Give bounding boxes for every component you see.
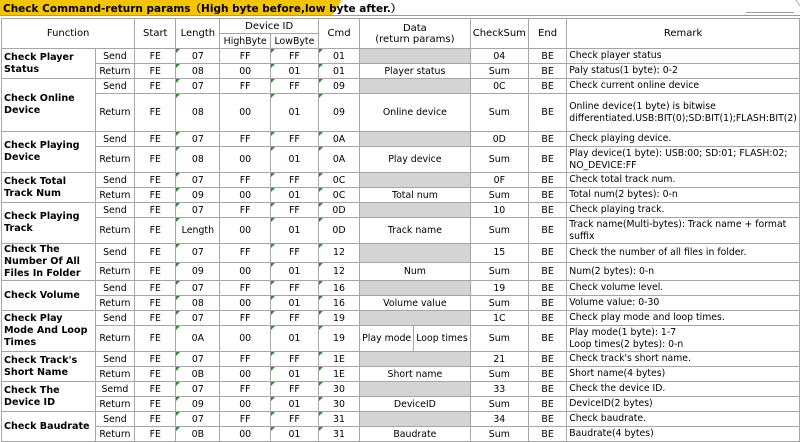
direction-cell: Send (95, 281, 135, 296)
checksum-cell: 04 (470, 49, 528, 64)
start-cell: FE (135, 188, 176, 203)
data-cell-empty (360, 173, 471, 188)
lowbyte-cell: FF (270, 311, 318, 326)
end-cell: BE (528, 94, 566, 132)
direction-cell: Send (95, 352, 135, 367)
start-cell: FE (135, 262, 176, 281)
direction-cell: Return (95, 94, 135, 132)
highbyte-cell: 00 (220, 296, 270, 311)
direction-cell: Return (95, 262, 135, 281)
function-name: Check Total Track Num (2, 173, 96, 203)
lowbyte-cell: 01 (270, 367, 318, 382)
data-cell-empty (360, 412, 471, 427)
function-name: Check Playing Device (2, 132, 96, 173)
header-highbyte: HighByte (220, 34, 270, 49)
table-row (2, 397, 800, 412)
direction-cell: Send (95, 49, 135, 64)
function-name: Check The Device ID (2, 382, 96, 412)
highbyte-cell: FF (220, 352, 270, 367)
start-cell: FE (135, 49, 176, 64)
checksum-cell: Sum (470, 397, 528, 412)
direction-cell: Return (95, 397, 135, 412)
length-cell: 08 (176, 147, 220, 173)
table-row (2, 218, 800, 244)
highbyte-cell: FF (220, 382, 270, 397)
table-row (2, 203, 800, 218)
cmd-cell: 01 (318, 64, 359, 79)
length-cell: 0A (176, 326, 220, 352)
table-row (2, 311, 800, 326)
end-cell: BE (528, 296, 566, 311)
start-cell: FE (135, 427, 176, 442)
direction-cell: Send (95, 173, 135, 188)
length-cell: 09 (176, 188, 220, 203)
highbyte-cell: 00 (220, 94, 270, 132)
end-cell: BE (528, 352, 566, 367)
remark-cell: Check playing device. (567, 132, 800, 147)
data-cell-empty (360, 79, 471, 94)
length-cell: Length (176, 218, 220, 244)
lowbyte-cell: 01 (270, 397, 318, 412)
checksum-cell: 0F (470, 173, 528, 188)
function-name: Check The Number Of All Files In Folder (2, 244, 96, 281)
checksum-cell: 19 (470, 281, 528, 296)
end-cell: BE (528, 427, 566, 442)
end-cell: BE (528, 262, 566, 281)
data-cell: Baudrate (360, 427, 471, 442)
cmd-cell: 1E (318, 367, 359, 382)
checksum-cell: Sum (470, 188, 528, 203)
end-cell: BE (528, 311, 566, 326)
direction-cell: Return (95, 367, 135, 382)
remark-cell: Check track's short name. (567, 352, 800, 367)
length-cell: 09 (176, 262, 220, 281)
data-cell: Track name (360, 218, 471, 244)
lowbyte-cell: 01 (270, 147, 318, 173)
data-cell: Short name (360, 367, 471, 382)
length-cell: 08 (176, 94, 220, 132)
data-cell-2: Loop times (414, 326, 471, 352)
direction-cell: Return (95, 326, 135, 352)
lowbyte-cell: FF (270, 412, 318, 427)
highbyte-cell: FF (220, 49, 270, 64)
start-cell: FE (135, 132, 176, 147)
highbyte-cell: 00 (220, 218, 270, 244)
cmd-cell: 16 (318, 281, 359, 296)
cmd-cell: 01 (318, 49, 359, 64)
header-cmd: Cmd (318, 19, 359, 49)
highbyte-cell: FF (220, 132, 270, 147)
end-cell: BE (528, 218, 566, 244)
lowbyte-cell: 01 (270, 326, 318, 352)
table-row (2, 412, 800, 427)
data-cell: Online device (360, 94, 471, 132)
remark-cell: Baudrate(4 bytes) (567, 427, 800, 442)
end-cell: BE (528, 203, 566, 218)
direction-cell: Return (95, 64, 135, 79)
highbyte-cell: FF (220, 244, 270, 263)
start-cell: FE (135, 64, 176, 79)
remark-cell: Check play mode and loop times. (567, 311, 800, 326)
data-cell: Num (360, 262, 471, 281)
highbyte-cell: FF (220, 203, 270, 218)
highbyte-cell: FF (220, 311, 270, 326)
length-cell: 07 (176, 79, 220, 94)
start-cell: FE (135, 352, 176, 367)
direction-cell: Return (95, 218, 135, 244)
table-row (2, 64, 800, 79)
checksum-cell: 0D (470, 132, 528, 147)
cmd-cell: 31 (318, 412, 359, 427)
start-cell: FE (135, 203, 176, 218)
direction-cell: Send (95, 311, 135, 326)
function-name: Check Volume (2, 281, 96, 311)
cmd-cell: 09 (318, 79, 359, 94)
end-cell: BE (528, 281, 566, 296)
header-lowbyte: LowByte (270, 34, 318, 49)
table-body (2, 49, 800, 442)
highbyte-cell: 00 (220, 427, 270, 442)
checksum-cell: Sum (470, 427, 528, 442)
data-cell-empty (360, 352, 471, 367)
data-cell-empty (360, 311, 471, 326)
highbyte-cell: 00 (220, 147, 270, 173)
cmd-cell: 0A (318, 147, 359, 173)
function-name: Check Play Mode And Loop Times (2, 311, 96, 352)
highbyte-cell: 00 (220, 367, 270, 382)
cmd-cell: 19 (318, 326, 359, 352)
cmd-cell: 0C (318, 173, 359, 188)
end-cell: BE (528, 367, 566, 382)
header-remark: Remark (567, 19, 800, 49)
end-cell: BE (528, 412, 566, 427)
start-cell: FE (135, 382, 176, 397)
checksum-cell: Sum (470, 64, 528, 79)
data-cell-empty (360, 244, 471, 263)
highbyte-cell: FF (220, 412, 270, 427)
highbyte-cell: FF (220, 79, 270, 94)
lowbyte-cell: FF (270, 132, 318, 147)
checksum-cell: Sum (470, 296, 528, 311)
lowbyte-cell: FF (270, 244, 318, 263)
cmd-cell: 12 (318, 262, 359, 281)
length-cell: 07 (176, 132, 220, 147)
length-cell: 07 (176, 244, 220, 263)
checksum-cell: 0C (470, 79, 528, 94)
header-device-id: Device ID (220, 19, 319, 34)
table-row (2, 326, 800, 352)
length-cell: 08 (176, 296, 220, 311)
direction-cell: Send (95, 203, 135, 218)
data-cell-empty (360, 132, 471, 147)
lowbyte-cell: 01 (270, 262, 318, 281)
table-row (2, 296, 800, 311)
table-row (2, 188, 800, 203)
data-cell: Volume value (360, 296, 471, 311)
lowbyte-cell: 01 (270, 296, 318, 311)
data-cell: Total num (360, 188, 471, 203)
table-row (2, 49, 800, 64)
remark-cell: DeviceID(2 bytes) (567, 397, 800, 412)
highbyte-cell: 00 (220, 326, 270, 352)
checksum-cell: 15 (470, 244, 528, 263)
end-cell: BE (528, 79, 566, 94)
start-cell: FE (135, 326, 176, 352)
checksum-cell: Sum (470, 262, 528, 281)
direction-cell: Return (95, 427, 135, 442)
table-row (2, 94, 800, 132)
cmd-cell: 12 (318, 244, 359, 263)
start-cell: FE (135, 94, 176, 132)
end-cell: BE (528, 49, 566, 64)
length-cell: 07 (176, 382, 220, 397)
cmd-cell: 0D (318, 218, 359, 244)
remark-cell: Paly status(1 byte): 0-2 (567, 64, 800, 79)
remark-cell: Check the number of all files in folder. (567, 244, 800, 263)
header-start: Start (135, 19, 176, 49)
highbyte-cell: 00 (220, 188, 270, 203)
remark-cell: Check the device ID. (567, 382, 800, 397)
remark-cell: Check baudrate. (567, 412, 800, 427)
length-cell: 08 (176, 64, 220, 79)
remark-cell: Check playing track. (567, 203, 800, 218)
data-cell-empty (360, 49, 471, 64)
end-cell: BE (528, 382, 566, 397)
remark-cell: Check player status (567, 49, 800, 64)
direction-cell: Send (95, 412, 135, 427)
cmd-cell: 0D (318, 203, 359, 218)
function-name: Check Online Device (2, 79, 96, 132)
start-cell: FE (135, 367, 176, 382)
length-cell: 07 (176, 311, 220, 326)
cmd-cell: 09 (318, 94, 359, 132)
checksum-cell: Sum (470, 326, 528, 352)
cmd-cell: 1E (318, 352, 359, 367)
data-cell: Play mode (360, 326, 414, 352)
table-row (2, 382, 800, 397)
start-cell: FE (135, 218, 176, 244)
end-cell: BE (528, 132, 566, 147)
cmd-cell: 30 (318, 397, 359, 412)
remark-cell: Num(2 bytes): 0-n (567, 262, 800, 281)
checksum-cell: 34 (470, 412, 528, 427)
cmd-cell: 16 (318, 296, 359, 311)
length-cell: 09 (176, 397, 220, 412)
lowbyte-cell: FF (270, 203, 318, 218)
data-cell-empty (360, 382, 471, 397)
checksum-cell: 33 (470, 382, 528, 397)
table-row (2, 173, 800, 188)
table-row (2, 352, 800, 367)
lowbyte-cell: 01 (270, 64, 318, 79)
remark-cell: Short name(4 bytes) (567, 367, 800, 382)
data-cell-empty (360, 281, 471, 296)
checksum-cell: 1C (470, 311, 528, 326)
start-cell: FE (135, 296, 176, 311)
table-title: Check Command-return params（High byte before,low byte after.） (3, 3, 402, 15)
function-name: Check Baudrate (2, 412, 96, 442)
length-cell: 07 (176, 412, 220, 427)
start-cell: FE (135, 79, 176, 94)
remark-cell: Total num(2 bytes): 0-n (567, 188, 800, 203)
cmd-cell: 0C (318, 188, 359, 203)
header-end: End (528, 19, 566, 49)
checksum-cell: Sum (470, 94, 528, 132)
length-cell: 07 (176, 203, 220, 218)
table-row (2, 147, 800, 173)
end-cell: BE (528, 64, 566, 79)
remark-cell: Check volume level. (567, 281, 800, 296)
header-length: Length (176, 19, 220, 49)
direction-cell: Semd (95, 382, 135, 397)
highbyte-cell: FF (220, 173, 270, 188)
header-data: Data (return params) (360, 19, 471, 49)
start-cell: FE (135, 147, 176, 173)
header-checksum: CheckSum (470, 19, 528, 49)
direction-cell: Return (95, 188, 135, 203)
table-row (2, 244, 800, 263)
checksum-cell: Sum (470, 147, 528, 173)
function-name: Check Player Status (2, 49, 96, 79)
corner-decoration (746, 0, 794, 13)
direction-cell: Return (95, 147, 135, 173)
cmd-cell: 0A (318, 132, 359, 147)
checksum-cell: Sum (470, 367, 528, 382)
table-row (2, 132, 800, 147)
length-cell: 07 (176, 173, 220, 188)
table-row (2, 79, 800, 94)
end-cell: BE (528, 173, 566, 188)
remark-cell: Play device(1 byte): USB:00; SD:01; FLASH:02; NO_DEVICE:FF (567, 147, 800, 173)
direction-cell: Return (95, 296, 135, 311)
remark-cell: Check current online device (567, 79, 800, 94)
cmd-cell: 30 (318, 382, 359, 397)
data-cell: Play device (360, 147, 471, 173)
data-cell: DeviceID (360, 397, 471, 412)
data-cell: Player status (360, 64, 471, 79)
start-cell: FE (135, 397, 176, 412)
header-function: Function (2, 19, 135, 49)
remark-cell: Check total track num. (567, 173, 800, 188)
lowbyte-cell: 01 (270, 218, 318, 244)
highbyte-cell: 00 (220, 397, 270, 412)
lowbyte-cell: FF (270, 382, 318, 397)
remark-cell: Volume value: 0-30 (567, 296, 800, 311)
length-cell: 0B (176, 367, 220, 382)
lowbyte-cell: FF (270, 49, 318, 64)
direction-cell: Send (95, 132, 135, 147)
title-bar (0, 0, 800, 16)
lowbyte-cell: FF (270, 79, 318, 94)
end-cell: BE (528, 326, 566, 352)
end-cell: BE (528, 397, 566, 412)
lowbyte-cell: 01 (270, 427, 318, 442)
length-cell: 0B (176, 427, 220, 442)
data-cell-empty (360, 203, 471, 218)
remark-cell: Track name(Multi-bytes): Track name + format suffix (567, 218, 800, 244)
highbyte-cell: 00 (220, 262, 270, 281)
checksum-cell: Sum (470, 218, 528, 244)
lowbyte-cell: FF (270, 173, 318, 188)
start-cell: FE (135, 311, 176, 326)
start-cell: FE (135, 281, 176, 296)
checksum-cell: 10 (470, 203, 528, 218)
table-row (2, 281, 800, 296)
cmd-cell: 31 (318, 427, 359, 442)
direction-cell: Send (95, 244, 135, 263)
lowbyte-cell: 01 (270, 94, 318, 132)
end-cell: BE (528, 147, 566, 173)
checksum-cell: 21 (470, 352, 528, 367)
length-cell: 07 (176, 352, 220, 367)
cmd-cell: 19 (318, 311, 359, 326)
function-name: Check Playing Track (2, 203, 96, 244)
length-cell: 07 (176, 49, 220, 64)
highbyte-cell: 00 (220, 64, 270, 79)
end-cell: BE (528, 244, 566, 263)
lowbyte-cell: FF (270, 352, 318, 367)
lowbyte-cell: FF (270, 281, 318, 296)
table-header (2, 19, 800, 49)
remark-cell: Online device(1 byte) is bitwise differentiated.USB:BIT(0);SD:BIT(1);FLASH:BIT(2) (567, 94, 800, 132)
end-cell: BE (528, 188, 566, 203)
highbyte-cell: FF (220, 281, 270, 296)
start-cell: FE (135, 244, 176, 263)
table-row (2, 427, 800, 442)
remark-cell: Play mode(1 byte): 1-7 Loop times(2 bytes): 0-n (567, 326, 800, 352)
start-cell: FE (135, 412, 176, 427)
length-cell: 07 (176, 281, 220, 296)
table-row (2, 262, 800, 281)
lowbyte-cell: 01 (270, 188, 318, 203)
command-table (1, 18, 800, 442)
table-row (2, 367, 800, 382)
start-cell: FE (135, 173, 176, 188)
function-name: Check Track's Short Name (2, 352, 96, 382)
direction-cell: Send (95, 79, 135, 94)
